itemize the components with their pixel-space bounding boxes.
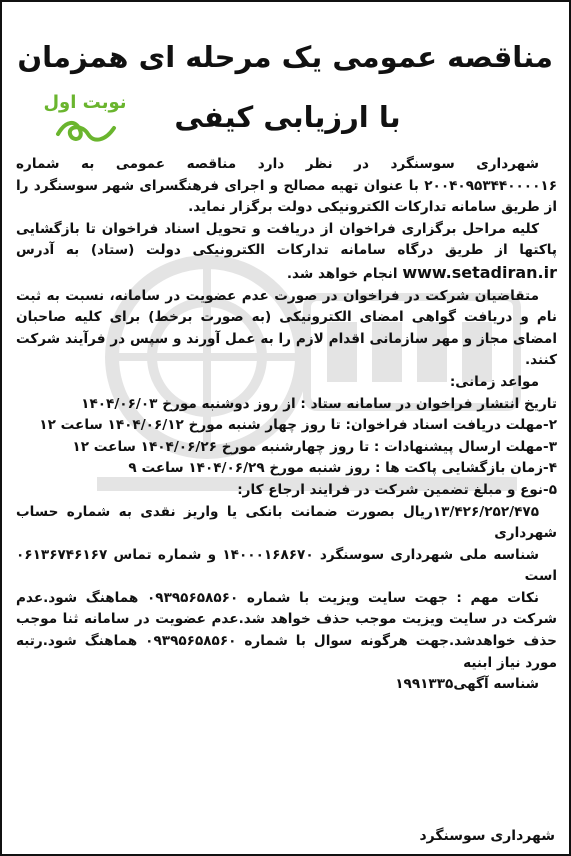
notes-paragraph: نکات مهم : جهت سایت ویزیت با شماره ۰۹۳۹۵۶۵۸۵۶۰ هماهنگ شود.عدم شرکت در سایت ویزیت موجب حذف خواهد شد.عدم عضویت در سامانه ثنا موجب حذف خواهدشد.جهت هرگونه سوال با شماره ۰۹۳۹۵۶۵۸۵۶۰ هماهنگ شود.رتبه مورد نیاز ابنیه (16, 589, 557, 671)
schedule-item: ۲-مهلت دریافت اسناد فراخوان: تا روز چهار شنبه مورخ ۱۴۰۴/۰۶/۱۲ ساعت ۱۲ (39, 417, 557, 434)
swirl-icon (52, 116, 122, 146)
process-text: کلیه مراحل برگزاری فراخوان از دریافت و تحویل اسناد فراخوان تا بازگشایی پاکتها از طریق درگاه سامانه تدارکات الکترونیکی دولت (ستاد) به آدرس (16, 220, 557, 259)
applicants-paragraph: متقاضیان شرکت در فراخوان در صورت عدم عضویت در سامانه، نسبت به ثبت نام و دریافت گواهی امضای الکترونیکی (به صورت برخط) برای کلیه صاحبان امضای مجاز و مهر سازمانی اقدام لازم را به عمل آورند و سپس در فرآیند شرکت کنند. (16, 287, 557, 369)
process-end-text: انجام خواهد شد. (286, 265, 398, 282)
guarantee-paragraph: ۱۳/۴۲۶/۲۵۲/۴۷۵ریال بصورت ضمانت بانکی یا واریز نقدی به شماره حساب شهرداری (16, 503, 557, 542)
ad-id: شناسه آگهی۱۹۹۱۳۳۵ (395, 676, 539, 693)
notice-title-line1: مناقصه عمومی یک مرحله ای همزمان (17, 40, 553, 74)
first-round-badge (30, 92, 150, 148)
schedule-item: تاریخ انتشار فراخوان در سامانه ستاد : از روز دوشنبه مورخ ۱۴۰۴/۰۶/۰۳ (81, 395, 557, 412)
schedule-item: ۴-زمان بازگشایی پاکت ها : روز شنبه مورخ ۱۴۰۴/۰۶/۲۹ ساعت ۹ (128, 460, 557, 477)
intro-paragraph: شهرداری سوسنگرد در نظر دارد مناقصه عمومی به شماره ۲۰۰۴۰۹۵۳۴۴۰۰۰۰۱۶ با عنوان تهیه مصالح و اجرای فرهنگسرای شهر سوسنگرد را از طریق سامانه تدارکات الکترونیکی دولت برگزار نماید. (16, 156, 557, 216)
setad-website-link[interactable]: www.setadiran.ir (402, 262, 557, 282)
notice-title-line2: با ارزیابی کیفی (174, 100, 401, 134)
national-id-paragraph: شناسه ملی شهرداری سوسنگرد ۱۴۰۰۰۱۶۸۶۷۰ و شماره تماس ۰۶۱۳۶۷۴۶۱۶۷ است (16, 546, 557, 585)
schedule-item: ۵-نوع و مبلغ تضمین شرکت در فرایند ارجاع کار: (237, 481, 557, 498)
badge-label: نوبت اول (43, 92, 127, 113)
issuer-signature: شهرداری سوسنگرد (419, 828, 555, 844)
schedule-heading: مواعد زمانی: (449, 373, 539, 390)
notice-body (16, 154, 557, 696)
process-paragraph (16, 219, 557, 286)
schedule-item: ۳-مهلت ارسال پیشنهادات : تا روز چهارشنبه مورخ ۱۴۰۴/۰۶/۲۶ ساعت ۱۲ (72, 438, 557, 455)
footer (16, 820, 555, 844)
